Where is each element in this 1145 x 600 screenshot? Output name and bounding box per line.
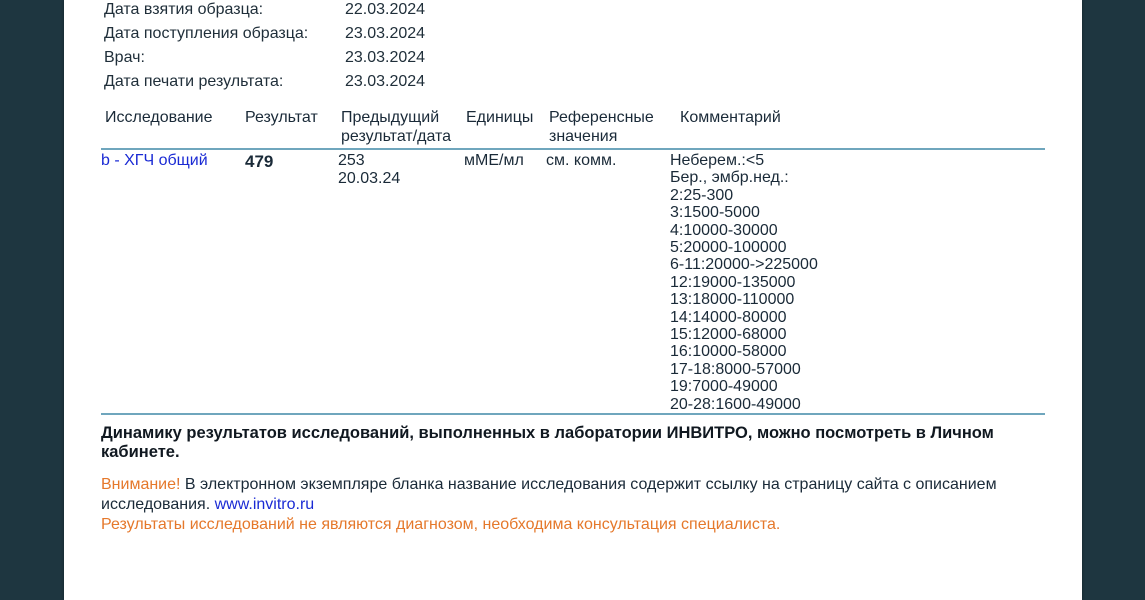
comment-line: 14:14000-80000 [670, 308, 787, 326]
warning-text: В электронном экземпляре бланка название исследования содержит ссылку на страницу сайта с описанием исследования. [101, 476, 997, 513]
report-page [64, 0, 1082, 600]
meta-label: Дата поступления образца: [104, 25, 309, 42]
meta-value: 23.03.2024 [345, 49, 426, 66]
header-result: Результат [245, 109, 318, 126]
reference-value: см. комм. [546, 152, 617, 169]
result-value: 479 [245, 152, 274, 171]
comment-line: 15:12000-68000 [670, 326, 787, 344]
header-reference-line1: Референсные [549, 109, 654, 126]
comment-line: 3:1500-5000 [670, 204, 760, 222]
comment-line: 4:10000-30000 [670, 221, 778, 239]
header-reference-line2: значения [549, 128, 618, 145]
header-comment: Комментарий [680, 109, 781, 126]
previous-result [338, 152, 400, 188]
header-test: Исследование [105, 109, 213, 126]
header-previous-line2: результат/дата [341, 128, 452, 145]
comment-list [670, 152, 818, 413]
comment-line: 13:18000-110000 [670, 291, 795, 309]
comment-line: Неберем.:<5 [670, 152, 765, 169]
previous-value: 253 [338, 152, 365, 169]
header-previous-line1: Предыдущий [341, 109, 440, 126]
header-units: Единицы [466, 109, 534, 126]
table-bottom-divider [101, 413, 1045, 415]
comment-line: 19:7000-49000 [670, 378, 778, 396]
warning-label: Внимание! [101, 476, 181, 493]
comment-line: 16:10000-58000 [670, 343, 787, 361]
meta-label: Дата печати результата: [104, 73, 284, 90]
comment-line: Бер., эмбр.нед.: [670, 169, 789, 187]
header-divider [101, 148, 1045, 150]
invitro-link[interactable]: www.invitro.ru [214, 496, 315, 513]
meta-value: 23.03.2024 [345, 25, 426, 42]
comment-line: 5:20000-100000 [670, 239, 787, 257]
meta-value: 22.03.2024 [345, 1, 426, 18]
comment-line: 12:19000-135000 [670, 273, 796, 291]
meta-label: Врач: [104, 49, 145, 66]
comment-line: 2:25-300 [670, 186, 734, 204]
header-reference [549, 108, 654, 146]
test-name-link[interactable]: b - ХГЧ общий [101, 152, 208, 169]
disclaimer: Результаты исследований не являются диагнозом, необходима консультация специалиста. [101, 516, 781, 533]
comment-line: 20-28:1600-49000 [670, 395, 801, 413]
meta-value: 23.03.2024 [345, 73, 426, 90]
warning-notice [101, 475, 1051, 515]
header-previous [341, 108, 451, 146]
comment-line: 17-18:8000-57000 [670, 360, 801, 378]
dynamics-notice: Динамику результатов исследований, выполненных в лаборатории ИНВИТРО, можно посмотреть в Личном кабинете. [101, 424, 994, 461]
units-value: мМЕ/мл [464, 152, 524, 169]
comment-line: 6-11:20000->225000 [670, 256, 818, 274]
meta-label: Дата взятия образца: [104, 1, 264, 18]
previous-date: 20.03.24 [338, 170, 401, 187]
